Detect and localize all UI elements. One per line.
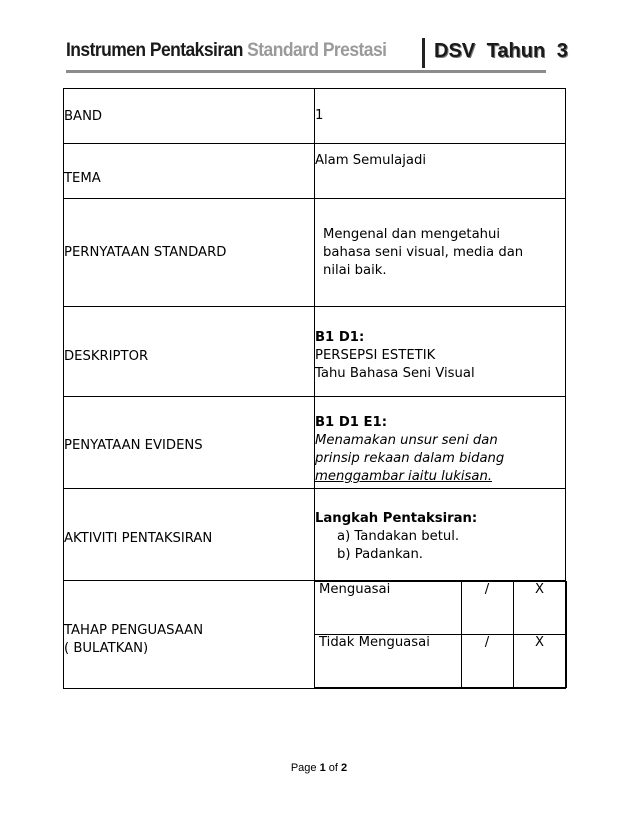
header-badge: DSV Tahun 3	[434, 40, 568, 62]
standard-value	[315, 199, 566, 307]
standard-line: Mengenal dan mengetahui	[323, 226, 501, 242]
deskriptor-code: B1 D1:	[315, 329, 365, 345]
option-text: Menguasai	[315, 582, 461, 635]
aktiviti-steps	[315, 528, 565, 564]
row-tema	[64, 144, 566, 199]
standard-label: PERNYATAAN STANDARD	[64, 199, 315, 307]
deskriptor-value	[315, 307, 566, 397]
standard-line: bahasa seni visual, media dan	[323, 244, 524, 260]
header-separator	[422, 38, 425, 68]
footer-current-page: 1	[319, 762, 326, 774]
header-rule	[66, 70, 546, 73]
tahap-label-line2: ( BULATKAN)	[64, 640, 149, 656]
deskriptor-line: Tahu Bahasa Seni Visual	[315, 365, 475, 381]
deskriptor-line: PERSEPSI ESTETIK	[315, 347, 436, 363]
row-evidens	[64, 397, 566, 489]
tahap-options	[315, 581, 567, 688]
row-band	[64, 89, 566, 144]
evidens-value	[315, 397, 566, 489]
row-tahap	[64, 581, 566, 689]
aktiviti-step: a) Tandakan betul.	[337, 528, 460, 544]
evidens-line: prinsip rekaan dalam bidang	[315, 451, 505, 466]
assessment-table	[63, 88, 566, 689]
row-deskriptor	[64, 307, 566, 397]
aktiviti-heading: Langkah Pentaksiran:	[315, 510, 478, 526]
tahap-options-cell	[315, 581, 566, 689]
evidens-label: PENYATAAN EVIDENS	[64, 397, 315, 489]
option-mark-cross[interactable]: X	[513, 582, 566, 635]
tema-label: TEMA	[64, 144, 315, 199]
option-mark-tick[interactable]: /	[461, 582, 513, 635]
option-row	[315, 582, 566, 635]
tahap-label-line1: TAHAP PENGUASAAN	[64, 622, 204, 638]
aktiviti-step: b) Padankan.	[337, 546, 423, 562]
evidens-code: B1 D1 E1:	[315, 415, 387, 430]
option-row	[315, 635, 566, 688]
header-title-sub: Standard Prestasi	[247, 40, 387, 61]
evidens-line: menggambar iaitu lukisan.	[315, 469, 493, 484]
standard-line: nilai baik.	[323, 262, 387, 278]
page-header	[66, 38, 568, 72]
option-text: Tidak Menguasai	[315, 635, 461, 688]
option-mark-tick[interactable]: /	[461, 635, 513, 688]
tema-value: Alam Semulajadi	[315, 144, 566, 199]
evidens-line: Menamakan unsur seni dan	[315, 433, 498, 448]
header-title	[66, 40, 386, 62]
page-footer	[0, 762, 638, 774]
band-value: 1	[315, 89, 566, 144]
tahap-label	[64, 581, 315, 689]
footer-middle: of	[325, 762, 342, 774]
option-mark-cross[interactable]: X	[513, 635, 566, 688]
footer-prefix: Page	[290, 762, 320, 774]
aktiviti-value	[315, 489, 566, 581]
header-title-main: Instrumen Pentaksiran	[66, 40, 243, 61]
band-label: BAND	[64, 89, 315, 144]
row-standard	[64, 199, 566, 307]
row-aktiviti	[64, 489, 566, 581]
aktiviti-label: AKTIVITI PENTAKSIRAN	[64, 489, 315, 581]
footer-total-pages: 2	[341, 762, 348, 774]
deskriptor-label: DESKRIPTOR	[64, 307, 315, 397]
